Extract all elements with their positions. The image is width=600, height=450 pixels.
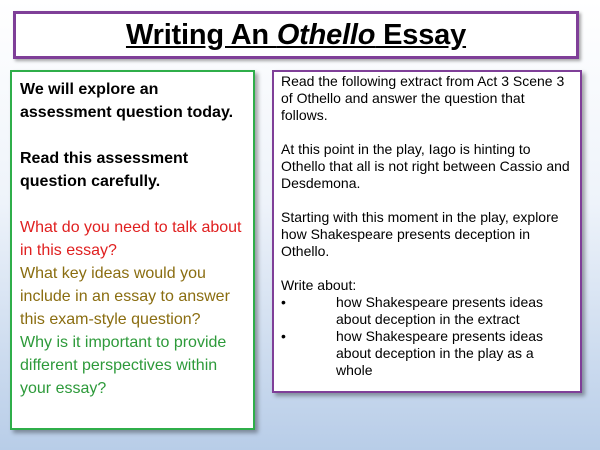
spacer bbox=[20, 124, 247, 147]
question-paragraph: Starting with this moment in the play, explore how Shakespeare presents deception in Othello. bbox=[281, 209, 559, 259]
context-paragraph: At this point in the play, Iago is hinting to Othello that all is not right between Cassio and Desdemona. bbox=[281, 141, 570, 191]
question-olive: What key ideas would you include in an essay to answer this exam-style question? bbox=[20, 265, 230, 328]
spacer bbox=[20, 193, 247, 216]
intro-line-1: We will explore an assessment question today. bbox=[20, 81, 234, 121]
title-box bbox=[13, 11, 579, 59]
task-panel bbox=[10, 70, 255, 430]
intro-line-2: Read this assessment question carefully. bbox=[20, 150, 189, 190]
spacer bbox=[281, 260, 572, 277]
instruction-paragraph: Read the following extract from Act 3 Scene 3 of Othello and answer the question that follows. bbox=[281, 73, 565, 123]
title-part-1: Writing An bbox=[125, 18, 277, 51]
title-part-italic: Othello bbox=[276, 18, 376, 51]
spacer bbox=[281, 124, 572, 141]
assessment-question-panel bbox=[272, 70, 582, 393]
bullet-text: how Shakespeare presents ideas about deception in the play as a whole bbox=[336, 328, 544, 378]
write-about-label: Write about: bbox=[281, 277, 357, 293]
title-part-3: Essay bbox=[375, 18, 467, 51]
question-green: Why is it important to provide different perspectives within your essay? bbox=[20, 334, 227, 397]
bullet-item bbox=[281, 328, 572, 379]
bullet-item bbox=[281, 294, 572, 328]
question-red: What do you need to talk about in this essay? bbox=[20, 219, 242, 259]
bullet-icon: • bbox=[281, 294, 286, 310]
bullet-text: how Shakespeare presents ideas about deception in the extract bbox=[336, 294, 544, 327]
bullet-icon: • bbox=[281, 328, 286, 344]
spacer bbox=[281, 192, 572, 209]
slide-title bbox=[126, 19, 466, 52]
